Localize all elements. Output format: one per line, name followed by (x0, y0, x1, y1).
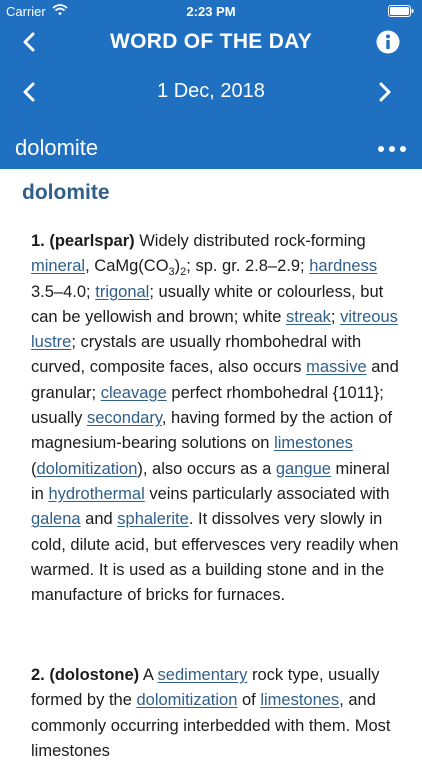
xref-lustre[interactable]: lustre (31, 333, 72, 352)
xref-trigonal[interactable]: trigonal (95, 282, 150, 301)
xref-streak[interactable]: streak (285, 307, 331, 326)
definition-text: A (139, 666, 158, 684)
sense-label: (dolostone) (49, 666, 140, 684)
xref-massive[interactable]: massive (306, 358, 367, 377)
definition-text: and granular; (31, 358, 399, 402)
definition-text: ( (31, 459, 37, 478)
status-time: 2:23 PM (186, 4, 236, 19)
xref-dolomitization[interactable]: dolomitization (136, 691, 238, 710)
carrier-label: Carrier (6, 4, 46, 19)
battery-icon (388, 5, 414, 17)
sense-label: (pearlspar) (49, 232, 135, 250)
subscript: 3 (168, 266, 175, 279)
sense-number: 2. (31, 666, 45, 684)
sense-2 (31, 663, 403, 764)
definition-text: , having formed by the action of magnesium-bearing solutions on (31, 409, 393, 453)
definition-text: ; usually white or colourless, but can be yellowish and brown; white (31, 282, 384, 326)
entry-content[interactable] (0, 169, 422, 760)
xref-secondary[interactable]: secondary (86, 409, 162, 428)
definition-text: Widely distributed rock-forming (134, 232, 366, 250)
xref-hydrothermal[interactable]: hydrothermal (48, 484, 145, 503)
xref-vitreous[interactable]: vitreous (340, 307, 398, 326)
definition-text: perfect rhombohedral {1011}; usually (31, 383, 384, 428)
xref-cleavage[interactable]: cleavage (100, 383, 167, 402)
xref-gangue[interactable]: gangue (275, 459, 331, 478)
xref-mineral[interactable]: mineral (31, 257, 86, 276)
definition-text: ; crystals are usually rhombohedral with curved, composite faces, also occurs (31, 333, 362, 377)
definition-text: mineral in (31, 459, 390, 503)
entry-title: dolomite (22, 181, 110, 204)
definition-text: 3.5–4.0; (31, 282, 96, 301)
definition-text: , CaMg(CO (85, 257, 169, 276)
status-bar (0, 0, 422, 22)
xref-dolomitization[interactable]: dolomitization (36, 459, 138, 478)
xref-limestones[interactable]: limestones (260, 691, 340, 710)
definition-text: and (80, 510, 118, 529)
app-header (0, 0, 422, 169)
xref-sedimentary[interactable]: sedimentary (157, 666, 248, 684)
definition-text: veins particularly associated with (144, 484, 390, 503)
definition-text: rock type, usually formed by the (31, 666, 380, 710)
headword-label: dolomite (15, 135, 99, 160)
xref-hardness[interactable]: hardness (309, 257, 378, 276)
current-date: 1 Dec, 2018 (157, 80, 265, 102)
xref-galena[interactable]: galena (31, 510, 81, 529)
definition-text: ) (174, 257, 181, 276)
definition-text: , and commonly occurring interbedded with them. Most limestones (31, 691, 391, 760)
definition-text: of (237, 691, 261, 710)
headword-bar (0, 128, 422, 169)
sense-number: 1. (31, 232, 45, 250)
definition-text: ), also occurs as a (137, 459, 276, 478)
xref-sphalerite[interactable]: sphalerite (117, 510, 189, 529)
definition-text: . It dissolves very slowly in cold, dilute acid, but effervesces very readily when warmed. It is used as a building stone and in the manufacture of bricks for furnaces. (31, 510, 399, 605)
nav-bar (0, 22, 422, 62)
subscript: 2 (180, 266, 187, 279)
back-chevron-icon[interactable] (18, 30, 42, 54)
definition-text: ; (330, 307, 341, 326)
sense-1 (31, 229, 403, 608)
xref-limestones[interactable]: limestones (274, 434, 353, 453)
previous-day-chevron-icon[interactable] (18, 80, 42, 104)
date-navigator (0, 72, 422, 112)
more-dots-icon[interactable] (376, 139, 408, 159)
nav-title: WORD OF THE DAY (109, 30, 313, 53)
info-icon[interactable] (376, 30, 400, 54)
next-day-chevron-icon[interactable] (372, 80, 396, 104)
definition-text: ; sp. gr. 2.8–2.9; (186, 257, 310, 276)
